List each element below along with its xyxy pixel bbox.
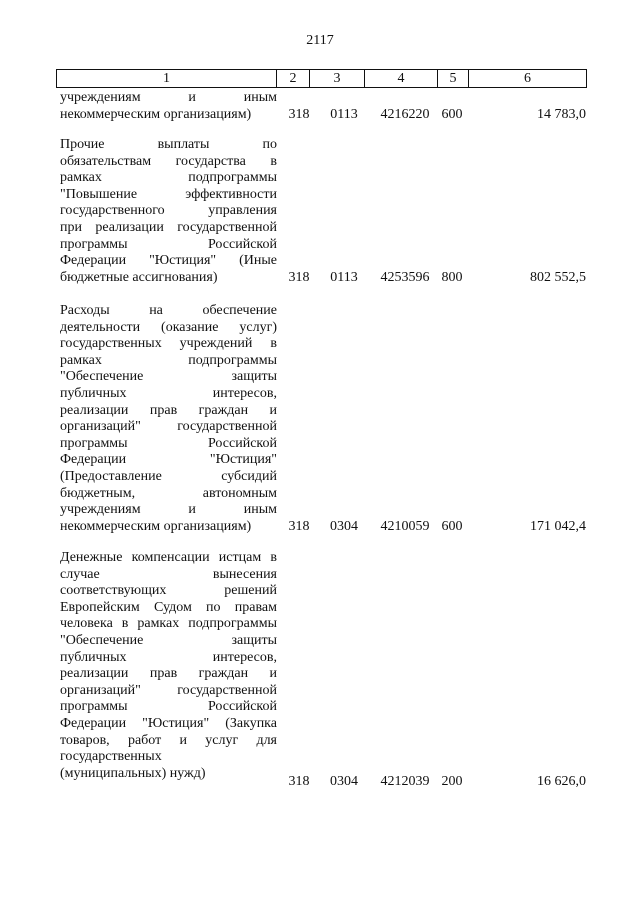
description-line: реализации прав граждан и [60,402,277,418]
description-line: программы Российской [60,236,277,252]
column-header-2: 2 [277,70,310,88]
cell-ministry-code: 318 [288,269,310,285]
cell-ministry-code: 318 [288,774,310,789]
description-line: "Обеспечение защиты [60,632,277,648]
cell-ministry-code: 318 [288,518,310,534]
description-line: программы Российской [60,699,277,715]
cell-section-code: 0113 [330,269,358,285]
description-line: государственных учреждений в [60,336,277,352]
cell-amount: 16 626,0 [537,774,586,789]
description-line: Европейским Судом по правам [60,599,277,615]
column-header-row [56,69,587,88]
row-description [60,90,277,123]
cell-amount: 802 552,5 [530,269,586,285]
description-line: человека в рамках подпрограммы [60,616,277,632]
column-header-3: 3 [310,70,365,88]
cell-target-code: 4253596 [380,269,430,285]
description-line: (Предоставление субсидий [60,468,277,484]
description-line: соответствующих решений [60,583,277,599]
description-line: организаций" государственной [60,682,277,698]
description-line: (муниципальных) нужд) [60,765,206,781]
row-description [60,303,277,535]
description-line: обязательствам государства в [60,153,277,169]
description-line: публичных интересов, [60,385,277,401]
cell-section-code: 0304 [330,774,358,789]
description-line: при реализации государственной [60,219,277,235]
page-number: 2117 [306,33,334,48]
description-line: Федерации "Юстиция" [60,452,277,468]
description-line: деятельности (оказание услуг) [60,319,277,335]
cell-expense-type: 600 [441,518,463,534]
description-line: рамках подпрограммы [60,352,277,368]
description-line: некоммерческим организациям) [60,518,252,534]
description-line: "Повышение эффективности [60,186,277,202]
column-header-6: 6 [469,70,587,88]
description-line: учреждениям и иным [60,90,277,105]
description-line: бюджетные ассигнования) [60,269,218,285]
description-line: Федерации "Юстиция" (Закупка [60,715,277,731]
column-header-5: 5 [438,70,469,88]
cell-ministry-code: 318 [288,106,310,122]
cell-target-code: 4210059 [380,518,430,534]
cell-target-code: 4216220 [380,106,430,122]
description-line: Расходы на обеспечение [60,303,277,318]
cell-amount: 171 042,4 [530,518,586,534]
column-header-4: 4 [365,70,438,88]
description-line: товаров, работ и услуг для [60,732,277,748]
description-line: реализации прав граждан и [60,666,277,682]
cell-expense-type: 800 [441,269,463,285]
row-description [60,137,277,286]
cell-expense-type: 600 [441,106,463,122]
cell-section-code: 0304 [330,518,358,534]
description-line: организаций" государственной [60,419,277,435]
description-line: рамках подпрограммы [60,170,277,186]
description-line: программы Российской [60,435,277,451]
description-line: государственного управления [60,203,277,219]
description-line: бюджетным, автономным [60,485,277,501]
cell-section-code: 0113 [330,106,358,122]
description-line: Прочие выплаты по [60,137,277,152]
description-line: случае вынесения [60,566,277,582]
cell-amount: 14 783,0 [537,106,586,122]
cell-expense-type: 200 [441,774,463,789]
column-header-1: 1 [57,70,277,88]
description-line: "Обеспечение защиты [60,369,277,385]
description-line: публичных интересов, [60,649,277,665]
description-line: Денежные компенсации истцам в [60,550,277,565]
row-description [60,550,277,782]
description-line: Федерации "Юстиция" (Иные [60,253,277,269]
description-line: некоммерческим организациям) [60,106,252,122]
description-line: государственных [60,749,162,765]
description-line: учреждениям и иным [60,502,277,518]
cell-target-code: 4212039 [380,774,430,789]
